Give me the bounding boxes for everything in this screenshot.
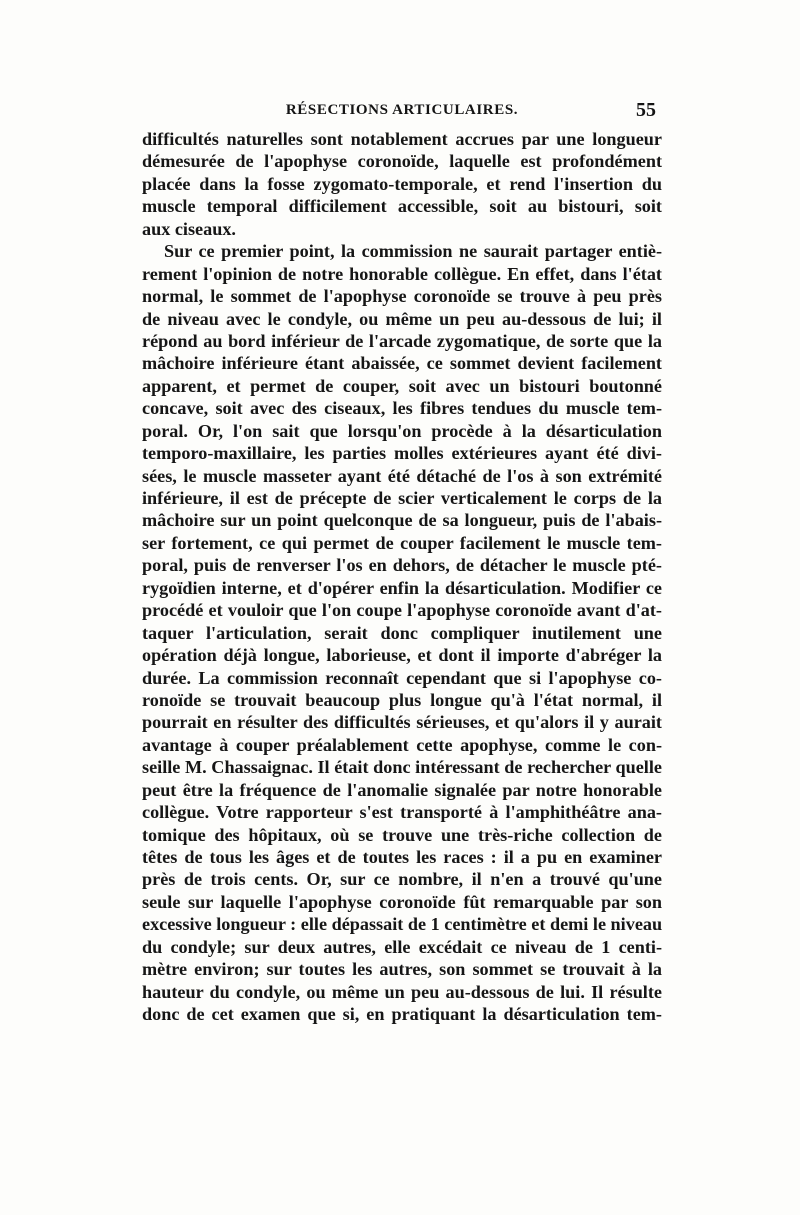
text-line: près de trois cents. Or, sur ce nombre, il n'en a trouvé qu'une	[142, 869, 662, 890]
text-line: collègue. Votre rapporteur s'est transporté à l'amphithéâtre ana-	[142, 802, 662, 823]
text-line: aux ciseaux.	[142, 218, 236, 239]
text-line: procédé et vouloir que l'on coupe l'apophyse coronoïde avant d'at-	[142, 600, 662, 621]
text-line: mâchoire sur un point quelconque de sa longueur, puis de l'abais-	[142, 510, 662, 531]
text-line: inférieure, il est de précepte de scier verticalement le corps de la	[142, 488, 662, 508]
text-line: de niveau avec le condyle, ou même un peu au-dessous de lui; il	[142, 308, 662, 329]
text-line: avantage à couper préalablement cette apophyse, comme le con-	[142, 734, 662, 755]
text-line: ronoïde se trouvait beaucoup plus longue qu'à l'état normal, il	[142, 689, 662, 710]
text-line: placée dans la fosse zygomato-temporale, et rend l'insertion du	[142, 173, 662, 194]
body-text	[142, 128, 662, 1026]
text-line: ser fortement, ce qui permet de couper facilement le muscle tem-	[142, 532, 662, 553]
text-line: pourrait en résulter des difficultés sérieuses, et qu'alors il y aurait	[142, 712, 662, 733]
text-line: peut être la fréquence de l'anomalie signalée par notre honorable	[142, 779, 662, 800]
text-line: poral, puis de renverser l'os en dehors, de détacher le muscle pté-	[142, 555, 662, 576]
text-line: répond au bord inférieur de l'arcade zygomatique, de sorte que la	[142, 330, 662, 351]
text-line: seule sur laquelle l'apophyse coronoïde fût remarquable par son	[142, 891, 662, 912]
text-line: donc de cet examen que si, en pratiquant la désarticulation tem-	[142, 1004, 662, 1025]
text-line: seille M. Chassaignac. Il était donc intéressant de rechercher quelle	[142, 757, 662, 778]
text-line: durée. La commission reconnaît cependant que si l'apophyse co-	[142, 667, 662, 688]
running-title: RÉSECTIONS ARTICULAIRES.	[285, 102, 519, 118]
text-line: Sur ce premier point, la commission ne saurait partager entiè-	[164, 241, 662, 262]
text-line: difficultés naturelles sont notablement accrues par une longueur	[142, 129, 662, 149]
page-number: 55	[636, 99, 656, 121]
text-line: poral. Or, l'on sait que lorsqu'on procède à la désarticulation	[142, 420, 662, 441]
text-line: mètre environ; sur toutes les autres, son sommet se trouvait à la	[142, 959, 662, 980]
text-line: tomique des hôpitaux, où se trouve une très-riche collection de	[142, 824, 662, 845]
text-line: temporo-maxillaire, les parties molles extérieures ayant été divi-	[142, 443, 662, 464]
text-line: mâchoire inférieure étant abaissée, ce sommet devient facilement	[142, 353, 662, 374]
text-line: opération déjà longue, laborieuse, et dont il importe d'abréger la	[142, 645, 662, 666]
text-line: démesurée de l'apophyse coronoïde, laquelle est profondément	[142, 151, 662, 172]
text-line: têtes de tous les âges et de toutes les races : il a pu en examiner	[142, 847, 662, 867]
text-line: muscle temporal difficilement accessible, soit au bistouri, soit	[142, 196, 662, 217]
text-line: concave, soit avec des ciseaux, les fibres tendues du muscle tem-	[142, 398, 662, 419]
text-line: sées, le muscle masseter ayant été détaché de l'os à son extrémité	[142, 465, 662, 486]
text-line: rement l'opinion de notre honorable collègue. En effet, dans l'état	[142, 263, 662, 284]
text-line: apparent, et permet de couper, soit avec un bistouri boutonné	[142, 375, 662, 396]
text-line: excessive longueur : elle dépassait de 1 centimètre et demi le niveau	[142, 914, 662, 935]
text-line: normal, le sommet de l'apophyse coronoïde se trouve à peu près	[142, 286, 662, 307]
text-line: du condyle; sur deux autres, elle excédait ce niveau de 1 centi-	[142, 936, 662, 957]
running-head	[142, 100, 662, 122]
text-line: rygoïdien interne, et d'opérer enfin la désarticulation. Modifier ce	[142, 577, 662, 598]
text-line: taquer l'articulation, serait donc compliquer inutilement une	[142, 622, 662, 643]
text-line: hauteur du condyle, ou même un peu au-dessous de lui. Il résulte	[142, 981, 662, 1002]
